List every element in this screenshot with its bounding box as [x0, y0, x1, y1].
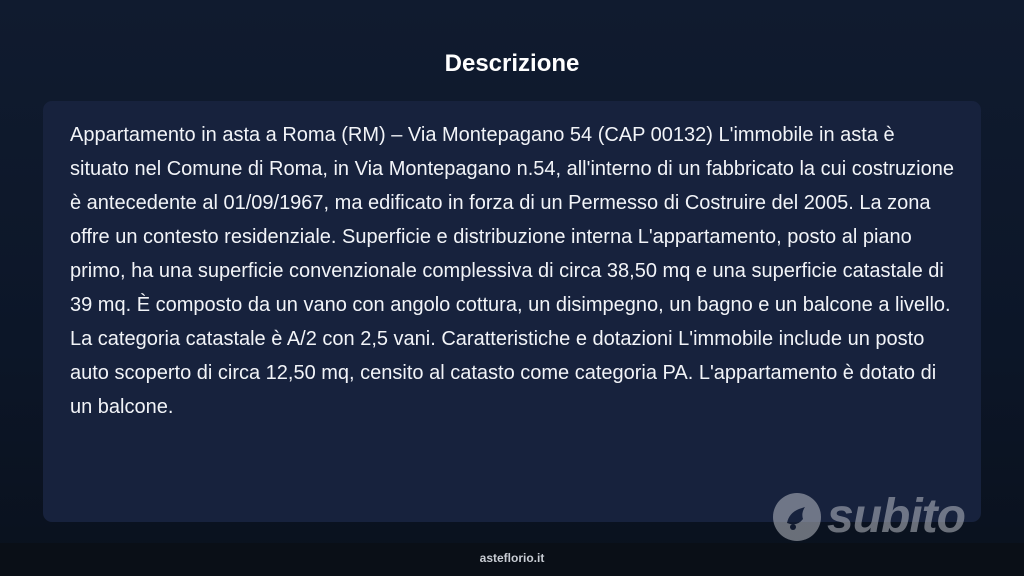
footer-site-label: asteflorio.it [479, 551, 545, 565]
page-title: Descrizione [444, 50, 580, 77]
subito-watermark-text: subito [827, 490, 965, 543]
description-card [43, 101, 981, 522]
subito-logo-icon [773, 493, 821, 541]
description-text: Appartamento in asta a Roma (RM) – Via Montepagano 54 (CAP 00132) L'immobile in asta è situato nel Comune di Roma, in Via Montepagano n.54, all'interno di un fabbricato la cui costruzione è antecedente al 01/09/1967, ma edificato in forza di un Permesso di Costruire del 2005. La zona offre un contesto residenziale. Superficie e distribuzione interna L'appartamento, posto al piano primo, ha una superficie convenzionale complessiva di circa 38,50 mq e una superficie catastale di 39 mq. È composto da un vano con angolo cottura, un disimpegno, un bagno e un balcone a livello. La categoria catastale è A/2 con 2,5 vani. Caratteristiche e dotazioni L'immobile include un posto auto scoperto di circa 12,50 mq, censito al catasto come categoria PA. L'appartamento è dotato di un balcone. [70, 124, 954, 418]
subito-watermark [773, 490, 965, 544]
